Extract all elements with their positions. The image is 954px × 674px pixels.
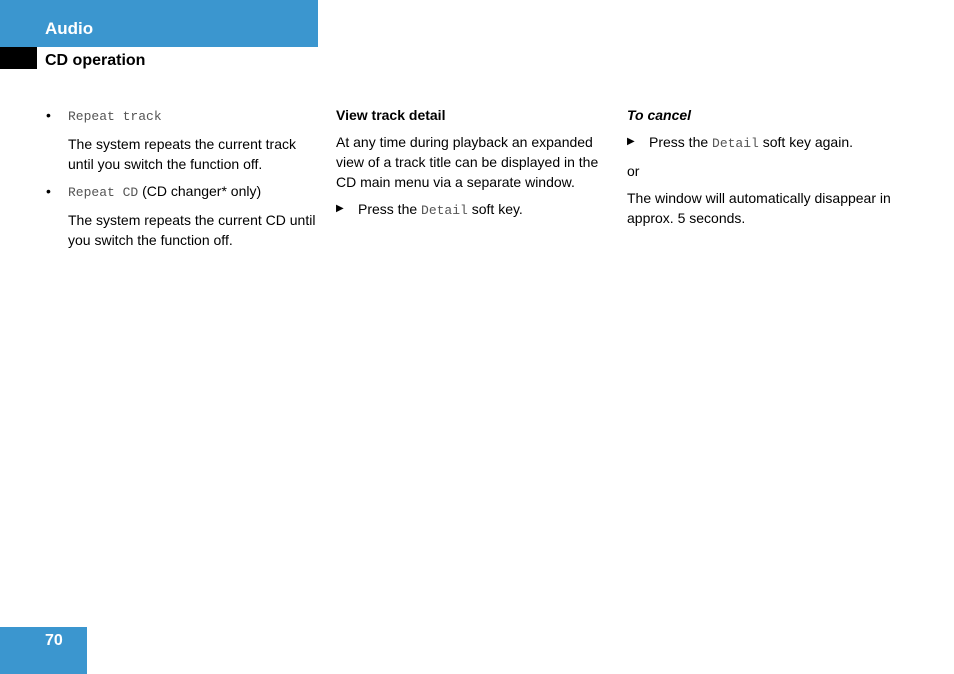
- repeat-cd-suffix: (CD changer* only): [138, 183, 262, 199]
- heading-view-track-detail: View track detail: [336, 107, 446, 123]
- bullet-icon: •: [46, 183, 51, 199]
- code-detail: Detail: [712, 136, 759, 151]
- code-repeat-cd: Repeat CD: [68, 185, 139, 200]
- list-item-repeat-cd: [46, 181, 316, 203]
- page-subtitle: CD operation: [45, 52, 146, 69]
- heading-to-cancel: To cancel: [627, 107, 692, 123]
- code-detail: Detail: [421, 203, 468, 218]
- repeat-track-description: The system repeats the current track until you switch the function off.: [68, 136, 296, 172]
- bullet-icon: •: [46, 107, 51, 123]
- arrow-right-icon: ▶: [627, 136, 635, 147]
- repeat-cd-description: The system repeats the current CD until you switch the function off.: [68, 212, 316, 248]
- page-number-box: [0, 627, 87, 674]
- section-title: Audio: [45, 19, 94, 38]
- page-number: 70: [45, 632, 63, 649]
- step-press-detail: ▶ Press the Detail soft key.: [336, 201, 523, 218]
- list-item-repeat-track: [46, 105, 316, 127]
- column-2: [336, 105, 608, 221]
- column-1: [46, 105, 316, 250]
- column-3: [627, 105, 907, 228]
- auto-disappear-text: The window will automatically disappear in approx. 5 seconds.: [627, 190, 891, 226]
- section-marker: [0, 47, 37, 69]
- view-track-detail-body: At any time during playback an expanded view of a track title can be displayed in the CD main menu via a separate window.: [336, 134, 599, 190]
- arrow-right-icon: ▶: [336, 203, 344, 214]
- code-repeat-track: Repeat track: [68, 109, 162, 124]
- step-press-detail-again: ▶ Press the Detail soft key again.: [627, 134, 854, 151]
- or-text: or: [627, 163, 640, 179]
